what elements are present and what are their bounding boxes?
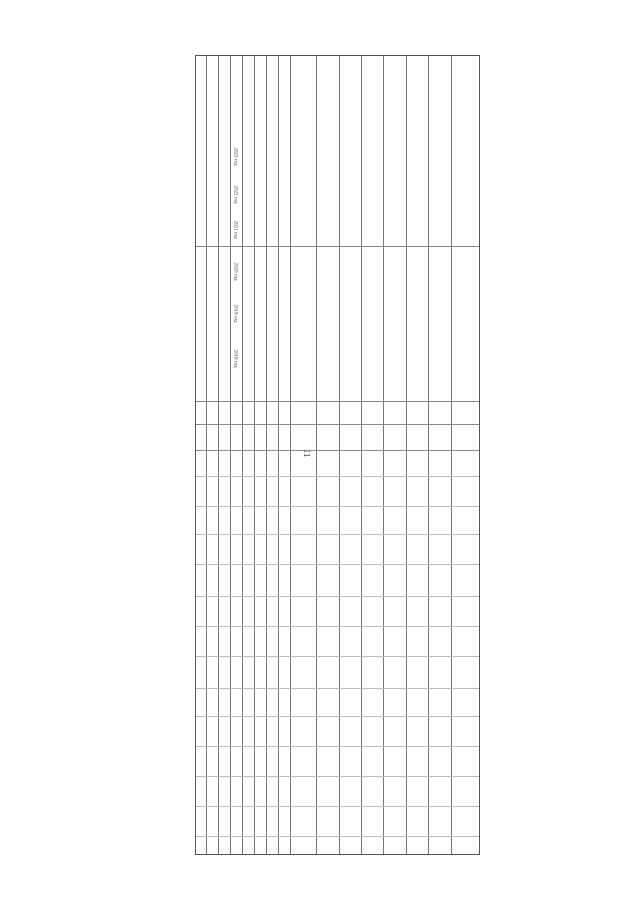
year-header-2018: 2018 год [232, 349, 238, 368]
page-number: 11 [302, 448, 312, 458]
year-header-2022: 2022 год [232, 185, 238, 204]
year-header-2019: 2019 год [232, 304, 238, 323]
year-header-2021: 2021 год [232, 220, 238, 239]
year-header-2020: 2020 год [232, 262, 238, 281]
program-table [195, 55, 480, 855]
year-header-2023: 2023 год [232, 147, 238, 166]
